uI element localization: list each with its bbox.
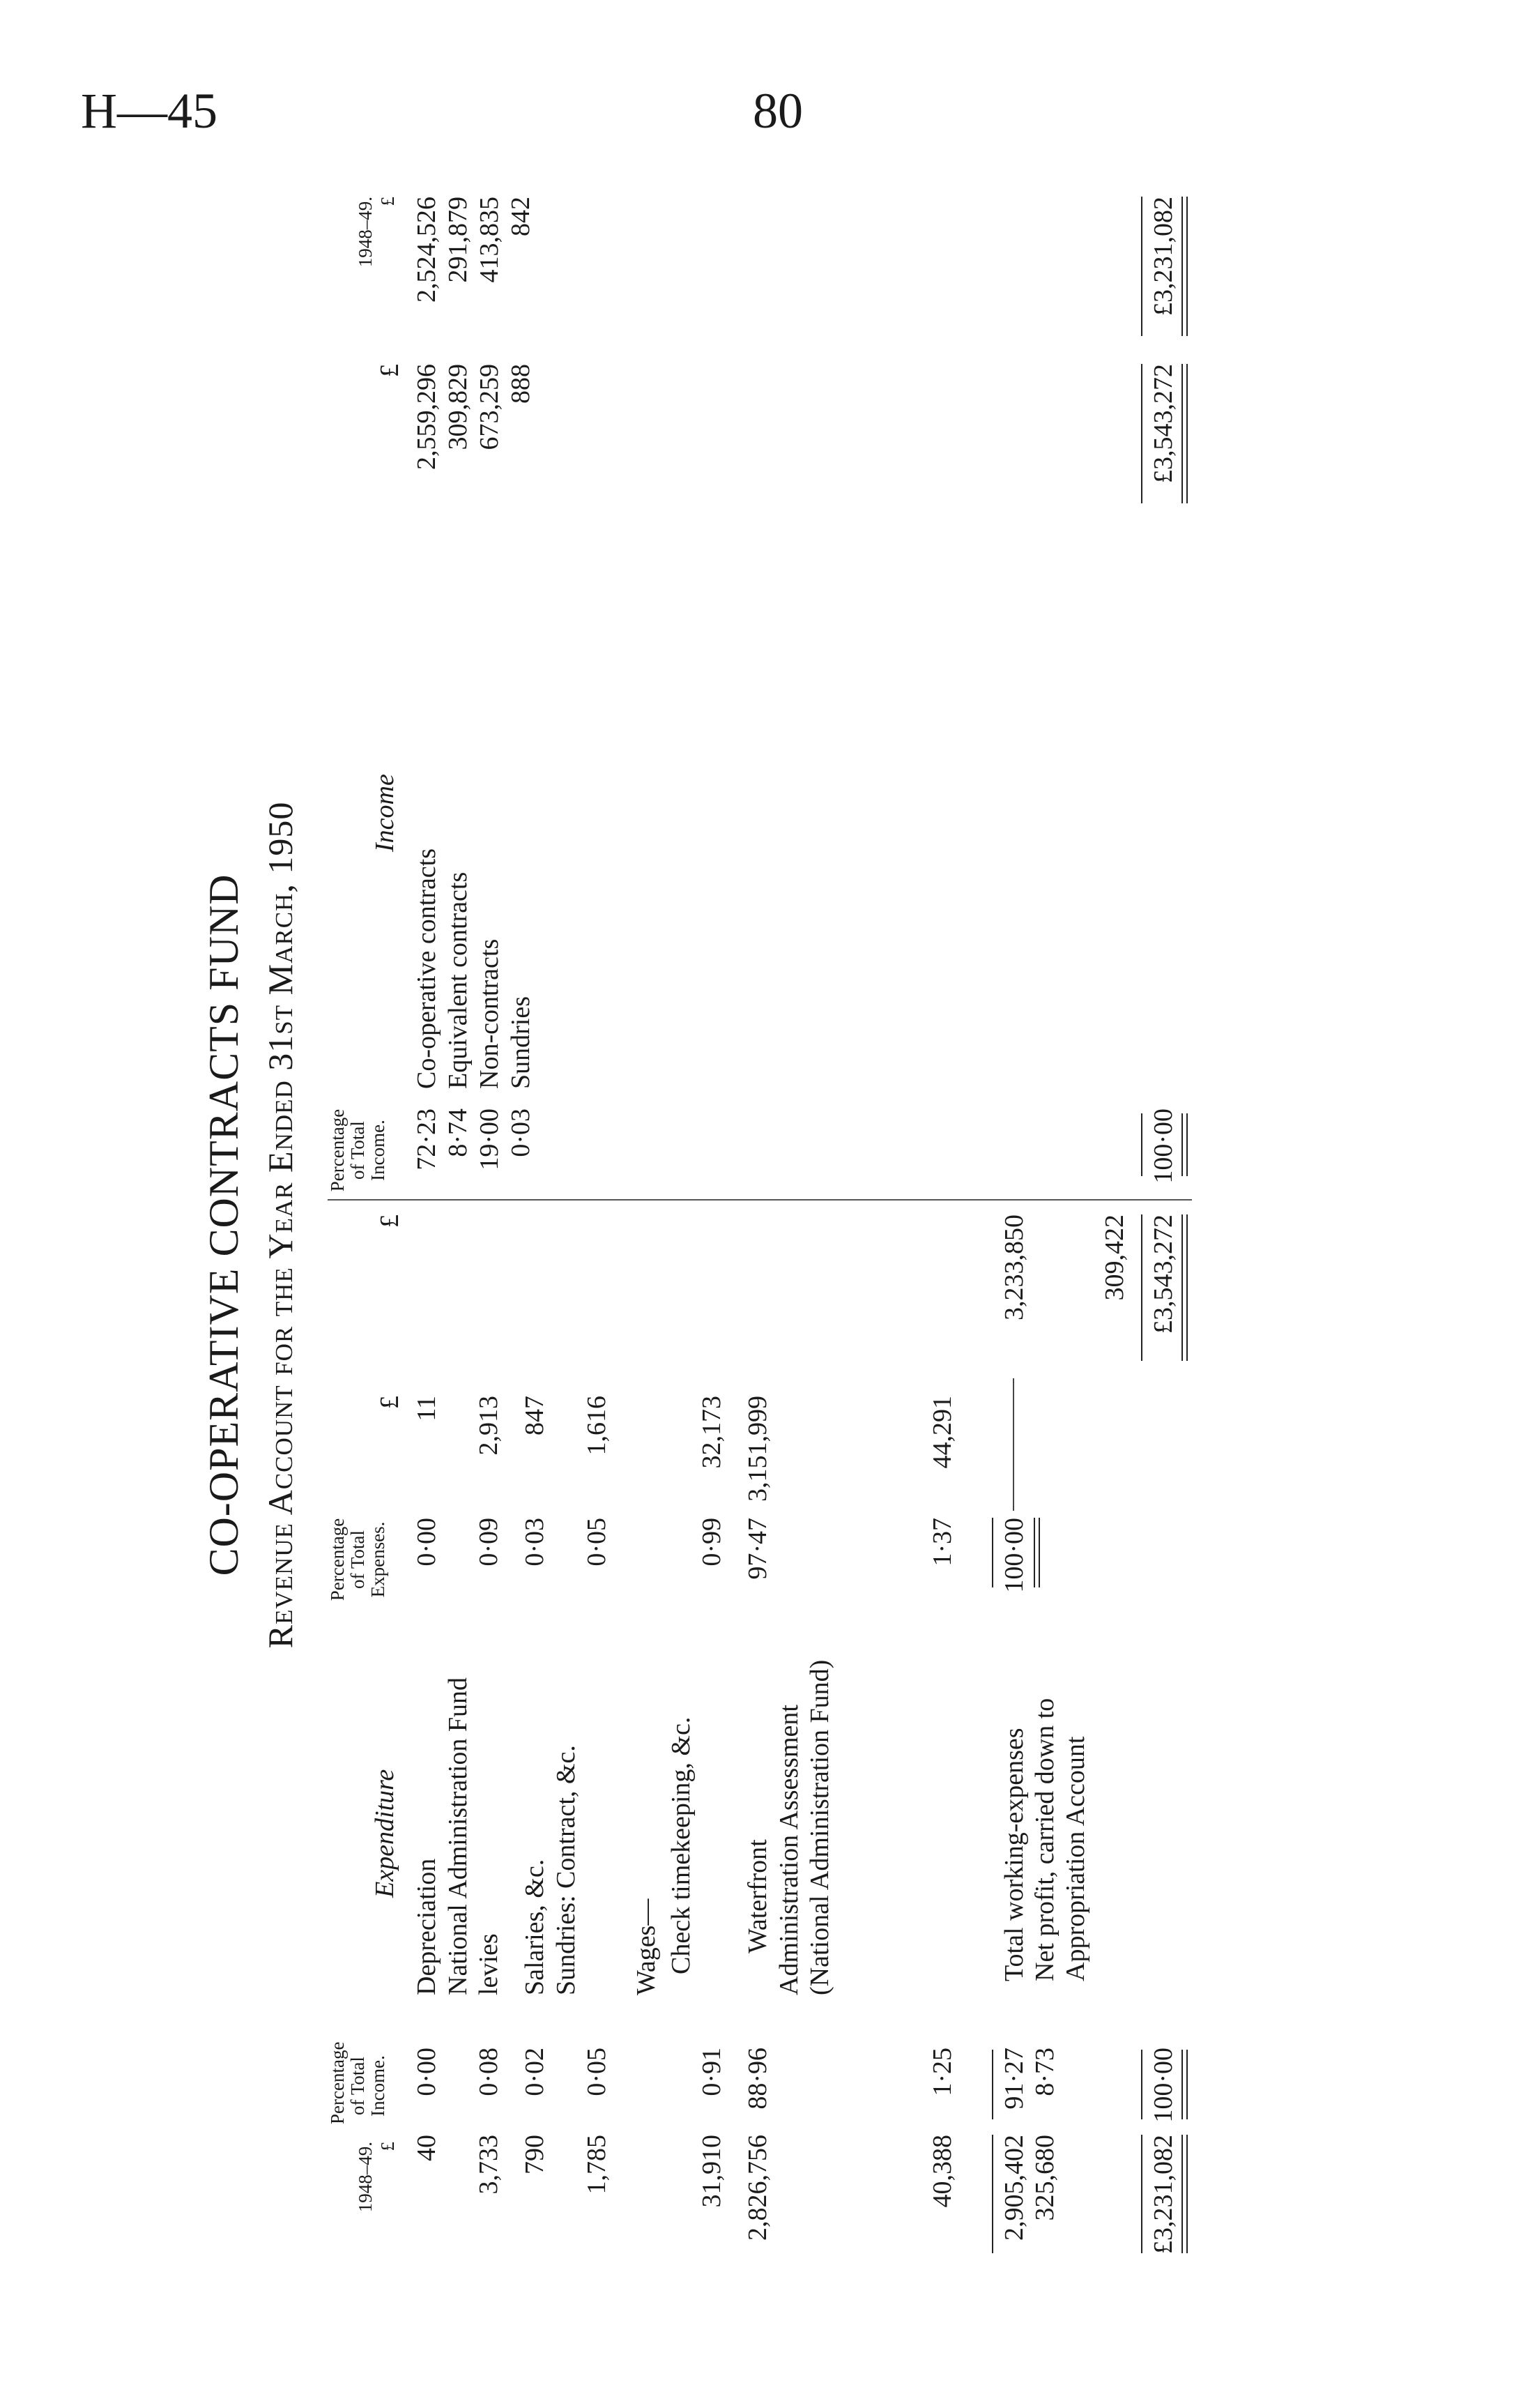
exp-row-label: Waterfront — [743, 1839, 772, 1953]
exp-row-prev: 2,826,756 — [743, 2135, 772, 2241]
inc-row-label: Non-contracts — [475, 938, 504, 1089]
exp-row-label: Wages— — [632, 1898, 661, 1995]
account-divider — [328, 1199, 1192, 1201]
net-profit-label: Net profit, carried down to Appropriation Account — [1030, 1698, 1090, 1981]
total-working-total: 3,233,850 — [1000, 1214, 1029, 1320]
exp-row-pct-income: 0·05 — [582, 2048, 611, 2096]
exp-row-pct-expenses: 1·37 — [928, 1518, 957, 1567]
inc-row-label: Equivalent contracts — [443, 871, 473, 1089]
inc-col-pct: Percentage of Total Income. — [327, 1108, 388, 1192]
inc-grand-pct-double-rule — [1181, 1113, 1188, 1176]
exp-row-amount: 44,291 — [928, 1396, 957, 1469]
rotated-table-frame — [185, 176, 1244, 2274]
inc-grand-pct: 100·00 — [1149, 1108, 1178, 1184]
exp-row-label: Sundries: Contract, &c. — [551, 1745, 581, 1995]
exp-grand-prev: £3,231,082 — [1149, 2135, 1178, 2254]
inc-grand-amount-double-rule — [1181, 364, 1188, 503]
exp-row-pct-expenses: 0·99 — [697, 1518, 726, 1567]
exp-col-heading: Expenditure — [370, 1769, 399, 1898]
exp-row-pct-expenses: 0·00 — [412, 1518, 441, 1567]
exp-pct-inc-rule — [992, 2050, 993, 2119]
exp-row-amount: 3,151,999 — [743, 1396, 772, 1502]
exp-row-amount: 11 — [412, 1396, 441, 1422]
exp-row-pct-expenses: 97·47 — [743, 1518, 772, 1580]
exp-row-label: National Administration Fund levies — [443, 1677, 503, 1995]
inc-row-prev: 2,524,526 — [412, 197, 441, 303]
inc-row-prev: 291,879 — [443, 197, 473, 283]
exp-row-prev: 3,733 — [474, 2135, 503, 2195]
exp-row-prev: 1,785 — [582, 2135, 611, 2195]
inc-col-heading: Income — [370, 774, 399, 852]
exp-grand-prev-top-rule — [1141, 2135, 1142, 2253]
exp-row-pct-income: 0·08 — [474, 2048, 503, 2096]
exp-grand-total: £3,543,272 — [1149, 1214, 1178, 1334]
exp-col-prev-pound: £ — [377, 2142, 398, 2151]
total-working-leader — [1013, 1378, 1014, 1511]
exp-row-pct-income: 88·96 — [743, 2048, 772, 2110]
exp-col-total: £ — [375, 1214, 404, 1228]
total-working-label: Total working-expenses — [1000, 1728, 1029, 1981]
exp-grand-pct-double-rule — [1181, 2050, 1188, 2119]
exp-row-prev: 790 — [520, 2135, 549, 2174]
inc-row-label: Co-operative contracts — [412, 848, 441, 1089]
exp-row-pct-expenses: 0·09 — [474, 1518, 503, 1567]
inc-row-pct: 8·74 — [443, 1108, 473, 1157]
exp-grand-total-top-rule — [1141, 1214, 1142, 1361]
net-profit-pct-income: 8·73 — [1030, 2048, 1059, 2096]
inc-row-pct: 19·00 — [475, 1108, 504, 1171]
exp-grand-pct-top-rule — [1141, 2050, 1142, 2119]
exp-grand-pct-income: 100·00 — [1149, 2048, 1178, 2123]
exp-grand-prev-double-rule — [1181, 2135, 1188, 2253]
inc-grand-amount: £3,543,272 — [1149, 364, 1178, 483]
net-profit-prev: 325,680 — [1030, 2135, 1059, 2221]
total-working-pct-expenses: 100·00 — [1000, 1518, 1029, 1593]
inc-grand-amount-top-rule — [1141, 364, 1142, 503]
page-number: 80 — [753, 83, 803, 139]
exp-row-prev: 31,910 — [697, 2135, 726, 2208]
inc-row-amount: 309,829 — [443, 364, 473, 450]
inc-row-prev: 413,835 — [475, 197, 504, 283]
inc-col-pound: £ — [375, 364, 404, 377]
exp-row-pct-income: 1·25 — [928, 2048, 957, 2096]
exp-row-pct-income: 0·91 — [697, 2048, 726, 2096]
inc-grand-pct-top-rule — [1141, 1113, 1142, 1176]
inc-row-label: Sundries — [506, 996, 535, 1089]
inc-col-prev-year: 1948–49. — [355, 197, 376, 268]
inc-row-amount: 2,559,296 — [412, 364, 441, 470]
exp-row-pct-expenses: 0·05 — [582, 1518, 611, 1567]
inc-grand-prev: £3,231,082 — [1149, 197, 1178, 316]
exp-row-pct-expenses: 0·03 — [520, 1518, 549, 1567]
exp-row-pct-income: 0·00 — [412, 2048, 441, 2096]
exp-row-label: Administration Assessment (National Administration Fund) — [774, 1659, 834, 1995]
exp-col-pct-expenses: Percentage of Total Expenses. — [327, 1518, 388, 1601]
exp-row-amount: 2,913 — [474, 1396, 503, 1456]
exp-col-prev-year: 1948–49. — [355, 2142, 376, 2213]
inc-row-pct: 72·23 — [412, 1108, 441, 1171]
exp-pct-exp-rule — [992, 1518, 993, 1587]
page-subtitle: Revenue Account for the Year Ended 31st March, 1950 — [261, 801, 300, 1649]
document-code: H—45 — [81, 83, 217, 139]
exp-row-label: Depreciation — [412, 1858, 441, 1995]
inc-row-amount: 888 — [506, 364, 535, 404]
total-working-pct-income: 91·27 — [1000, 2048, 1029, 2110]
exp-row-prev: 40 — [412, 2135, 441, 2161]
exp-col-amount: £ — [375, 1396, 404, 1409]
exp-grand-total-double-rule — [1181, 1214, 1188, 1361]
exp-row-amount: 32,173 — [697, 1396, 726, 1469]
total-working-prev: 2,905,402 — [1000, 2135, 1029, 2241]
revenue-account-page — [185, 176, 1244, 2274]
inc-row-prev: 842 — [506, 197, 535, 236]
inc-grand-prev-top-rule — [1141, 197, 1142, 336]
exp-col-pct-income: Percentage of Total Income. — [327, 2041, 388, 2124]
inc-col-prev-pound: £ — [377, 197, 398, 206]
total-working-pct-double-rule — [1034, 1518, 1040, 1587]
inc-row-pct: 0·03 — [506, 1108, 535, 1157]
exp-row-prev: 40,388 — [928, 2135, 957, 2208]
exp-row-label: Check timekeeping, &c. — [666, 1716, 696, 1974]
inc-row-amount: 673,259 — [475, 364, 504, 450]
exp-row-pct-income: 0·02 — [520, 2048, 549, 2096]
exp-row-amount: 1,616 — [582, 1396, 611, 1456]
inc-grand-prev-double-rule — [1181, 197, 1188, 336]
exp-row-label: Salaries, &c. — [520, 1859, 549, 1995]
exp-row-amount: 847 — [520, 1396, 549, 1435]
page-title: CO-OPERATIVE CONTRACTS FUND — [201, 874, 247, 1576]
exp-prev-rule — [992, 2135, 993, 2253]
net-profit-total: 309,422 — [1100, 1214, 1129, 1301]
